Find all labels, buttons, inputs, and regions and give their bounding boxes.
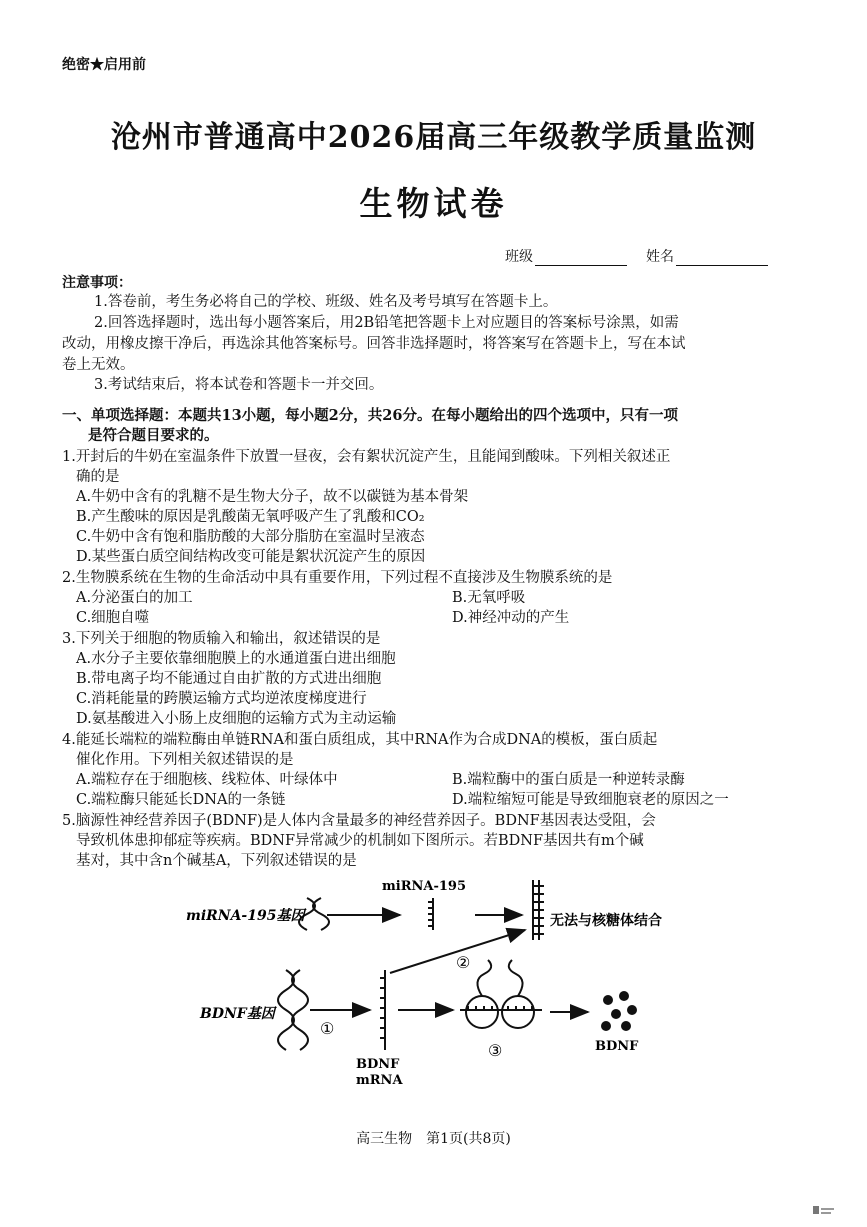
question-stem: 基对，其中含n个碱基A，下列叙述错误的是 xyxy=(76,853,357,869)
step3-label: ③ xyxy=(488,1041,503,1060)
option-b: B.端粒酶中的蛋白质是一种逆转录酶 xyxy=(452,772,685,788)
mirna-mrna-complex-icon xyxy=(533,880,544,940)
question-stem: 确的是 xyxy=(76,469,120,485)
page-footer: 高三生物 第1页(共8页) xyxy=(356,1131,511,1147)
option-b: B.无氧呼吸 xyxy=(452,590,526,606)
name-field[interactable] xyxy=(646,246,768,266)
ribosome-icon xyxy=(460,960,542,1028)
mirna-label: miRNA-195 xyxy=(382,879,466,894)
section-heading: 是符合题目要求的。 xyxy=(88,427,219,444)
class-label: 班级 xyxy=(505,249,533,265)
bdnf-mechanism-diagram xyxy=(170,870,710,1095)
question-stem: 4.能延长端粒的端粒酶由单链RNA和蛋白质组成，其中RNA作为合成DNA的模板，蛋白质起 xyxy=(62,732,658,748)
class-field[interactable] xyxy=(505,246,627,266)
bdnf-protein-dots-icon xyxy=(601,991,637,1031)
notice-item: 1.答卷前，考生务必将自己的学校、班级、姓名及考号填写在答题卡上。 xyxy=(94,294,558,310)
option-a: A.水分子主要依靠细胞膜上的水通道蛋白进出细胞 xyxy=(76,651,396,667)
exam-title: 沧州市普通高中2026届高三年级教学质量监测 xyxy=(110,120,757,155)
bdnf-dna-helix-icon xyxy=(278,970,308,1050)
mirna-gene-label: miRNA-195基因 xyxy=(186,908,305,924)
notice-item: 卷上无效。 xyxy=(62,357,135,373)
bdnf-mrna-label: mRNA xyxy=(356,1073,403,1088)
notice-heading: 注意事项： xyxy=(62,275,132,291)
name-blank[interactable] xyxy=(676,251,768,266)
notice-item: 3.考试结束后，将本试卷和答题卡一并交回。 xyxy=(94,377,384,393)
option-a: A.牛奶中含有的乳糖不是生物大分子，故不以碳链为基本骨架 xyxy=(76,489,469,505)
option-d: D.神经冲动的产生 xyxy=(452,610,570,626)
corner-watermark-icon xyxy=(812,1203,836,1217)
option-b: B.带电离子均不能通过自由扩散的方式进出细胞 xyxy=(76,671,382,687)
bdnf-mrna-strand-icon xyxy=(380,970,385,1050)
bdnf-protein-label: BDNF xyxy=(595,1039,639,1054)
option-d: D.氨基酸进入小肠上皮细胞的运输方式为主动运输 xyxy=(76,711,397,727)
option-c: C.细胞自噬 xyxy=(76,610,150,626)
name-label: 姓名 xyxy=(646,249,674,265)
notice-item: 改动，用橡皮擦干净后，再选涂其他答案标号。回答非选择题时，将答案写在答题卡上，写在本试 xyxy=(62,336,686,352)
bdnf-gene-label: BDNF基因 xyxy=(200,1006,275,1022)
question-stem: 2.生物膜系统在生物的生命活动中具有重要作用，下列过程不直接涉及生物膜系统的是 xyxy=(62,570,613,586)
question-stem: 3.下列关于细胞的物质输入和输出，叙述错误的是 xyxy=(62,631,381,647)
class-blank[interactable] xyxy=(535,251,627,266)
option-d: D.某些蛋白质空间结构改变可能是絮状沉淀产生的原因 xyxy=(76,549,426,565)
option-d: D.端粒缩短可能是导致细胞衰老的原因之一 xyxy=(452,792,729,808)
option-a: A.端粒存在于细胞核、线粒体、叶绿体中 xyxy=(76,772,338,788)
bdnf-mrna-label: BDNF xyxy=(356,1057,400,1072)
option-a: A.分泌蛋白的加工 xyxy=(76,590,193,606)
option-c: C.牛奶中含有饱和脂肪酸的大部分脂肪在室温时呈液态 xyxy=(76,529,425,545)
step1-label: ① xyxy=(320,1019,335,1038)
step2-label: ② xyxy=(456,953,471,972)
notice-item: 2.回答选择题时，选出每小题答案后，用2B铅笔把答题卡上对应题目的答案标号涂黑，如需 xyxy=(94,315,679,331)
question-stem: 催化作用。下列相关叙述错误的是 xyxy=(76,752,294,768)
question-stem: 导致机体患抑郁症等疾病。BDNF异常减少的机制如下图所示。若BDNF基因共有m个碱 xyxy=(76,833,644,849)
mirna-strand-icon xyxy=(428,898,433,930)
question-stem: 5.脑源性神经营养因子(BDNF)是人体内含量最多的神经营养因子。BDNF基因表达受阻，会 xyxy=(62,813,656,829)
section-heading: 一、单项选择题：本题共13小题，每小题2分，共26分。在每小题给出的四个选项中，只有一项 xyxy=(62,407,678,424)
question-stem: 1.开封后的牛奶在室温条件下放置一昼夜，会有絮状沉淀产生，且能闻到酸味。下列相关叙述正 xyxy=(62,449,671,465)
exam-subject: 生物试卷 xyxy=(359,184,508,223)
blocked-label: 无法与核糖体结合 xyxy=(550,913,662,929)
option-c: C.消耗能量的跨膜运输方式均逆浓度梯度进行 xyxy=(76,691,367,707)
option-b: B.产生酸味的原因是乳酸菌无氧呼吸产生了乳酸和CO₂ xyxy=(76,509,425,525)
option-c: C.端粒酶只能延长DNA的一条链 xyxy=(76,792,286,808)
confidential-label: 绝密★启用前 xyxy=(62,57,146,73)
